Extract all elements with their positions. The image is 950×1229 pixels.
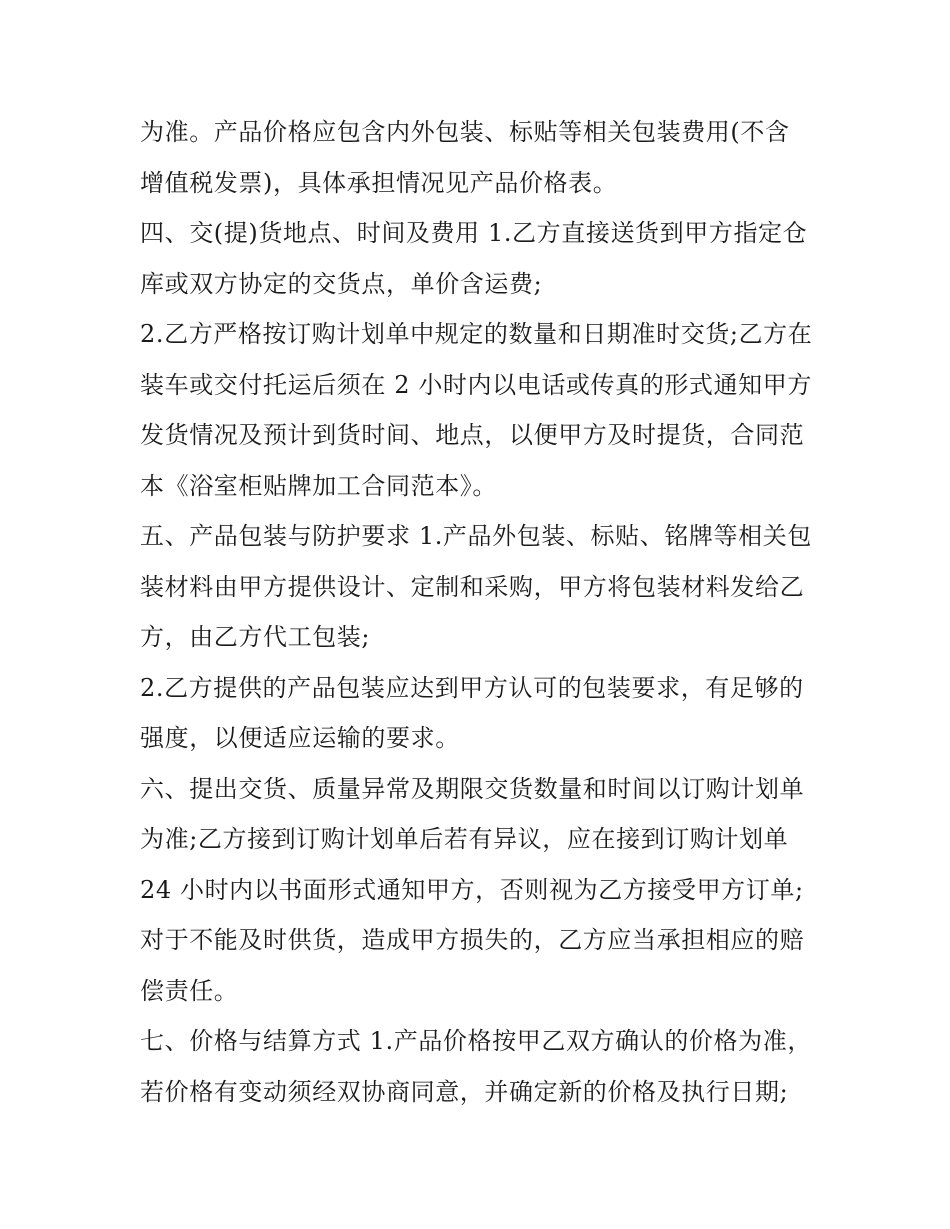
- text-line: 为准;乙方接到订购计划单后若有异议，应在接到订购计划单: [140, 825, 789, 853]
- paragraph-section-6: [140, 764, 820, 1017]
- paragraph-section-4: [140, 208, 820, 309]
- text-line: 增值税发票)，具体承担情况见产品价格表。: [140, 168, 618, 197]
- text-line: 七、价格与结算方式 1.产品价格按甲乙双方确认的价格为准，: [140, 1027, 812, 1055]
- text-line: 对于不能及时供货，造成甲方损失的，乙方应当承担相应的赔: [140, 926, 805, 954]
- text-line: 装材料由甲方提供设计、定制和采购，甲方将包装材料发给乙: [140, 572, 805, 601]
- paragraph-section-4-item-2: [140, 309, 820, 511]
- text-line: 2.乙方严格按订购计划单中规定的数量和日期准时交货;乙方在: [140, 320, 813, 348]
- text-line: 为准。产品价格应包含内外包装、标贴等相关包装费用(不含: [140, 118, 790, 146]
- text-line: 强度，以便适应运输的要求。: [140, 724, 460, 752]
- text-line: 方，由乙方代工包装;: [140, 623, 371, 651]
- text-line: 若价格有变动须经双协商同意，并确定新的价格及执行日期;: [140, 1077, 789, 1106]
- text-line: 五、产品包装与防护要求 1.产品外包装、标贴、铭牌等相关包: [140, 522, 812, 550]
- paragraph-section-7: [140, 1016, 820, 1117]
- text-line: 本《浴室柜贴牌加工合同范本》。: [140, 471, 497, 500]
- text-line: 装车或交付托运后须在 2 小时内以电话或传真的形式通知甲方: [140, 370, 812, 399]
- text-line: 四、交(提)货地点、时间及费用 1.乙方直接送货到甲方指定仓: [140, 219, 808, 247]
- paragraph-section-5-item-2: [140, 663, 820, 764]
- text-line: 库或双方协定的交货点，单价含运费;: [140, 269, 543, 298]
- document-body: [140, 107, 820, 1117]
- text-line: 偿责任。: [140, 976, 239, 1005]
- text-line: 六、提出交货、质量异常及期限交货数量和时间以订购计划单: [140, 774, 805, 803]
- text-line: 发货情况及预计到货时间、地点，以便甲方及时提货，合同范: [140, 421, 805, 449]
- paragraph-section-5: [140, 511, 820, 663]
- text-line: 24 小时内以书面形式通知甲方，否则视为乙方接受甲方订单;: [140, 875, 804, 904]
- paragraph-price-note: [140, 107, 820, 208]
- text-line: 2.乙方提供的产品包装应达到甲方认可的包装要求，有足够的: [140, 673, 804, 702]
